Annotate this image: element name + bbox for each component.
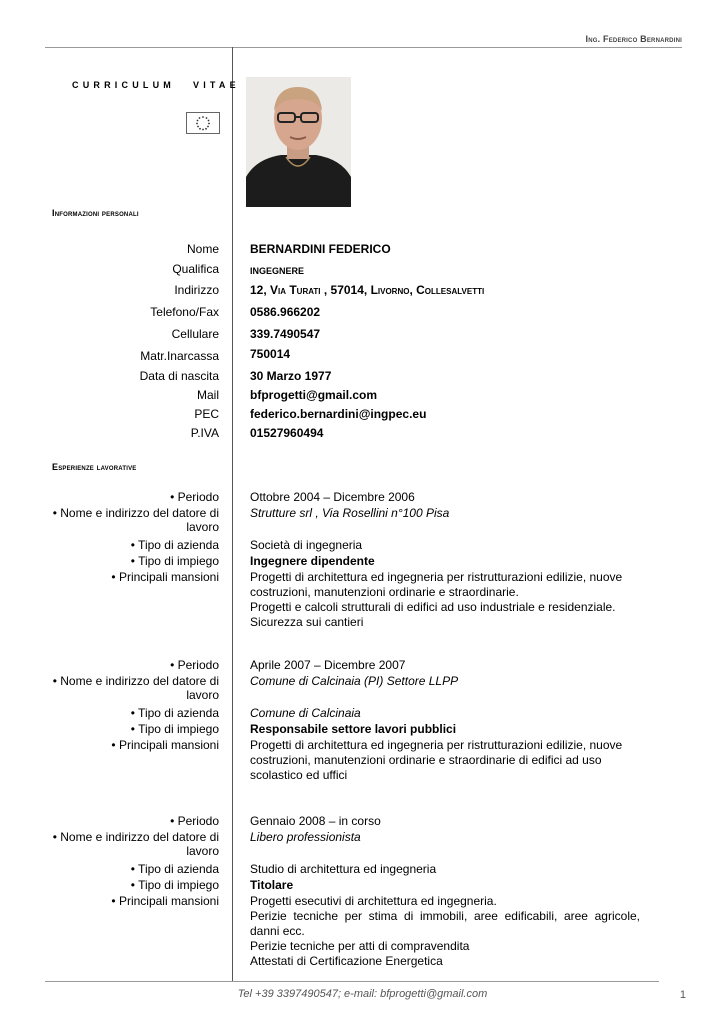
label-pec: PEC	[194, 407, 219, 421]
label-employer: • Nome e indirizzo del datore di lavoro	[52, 674, 219, 702]
value-qualifica: INGEGNERE	[250, 266, 305, 276]
job2-job-type: Responsabile settore lavori pubblici	[250, 722, 457, 736]
label-company-type: • Tipo di azienda	[130, 862, 219, 876]
header-divider	[45, 47, 682, 48]
label-mail: Mail	[196, 388, 219, 402]
job2-employer: Comune di Calcinaia (PI) Settore LLPP	[250, 674, 459, 688]
job2-duties	[250, 738, 640, 783]
value-mail[interactable]: bfprogetti@gmail.com	[250, 388, 378, 402]
job1-duty: Sicurezza sui cantieri	[250, 615, 364, 629]
label-inarcassa: Matr.Inarcassa	[140, 349, 219, 363]
cv-title-word1: CURRICULUM	[72, 80, 175, 90]
job3-duties	[250, 894, 640, 969]
job3-duty: Attestati di Certificazione Energetica	[250, 954, 443, 968]
job3-employer: Libero professionista	[250, 830, 361, 844]
value-inarcassa: 750014	[250, 347, 291, 361]
job1-duty: Progetti e calcoli strutturali di edifici ad uso industriale e residenziale.	[250, 600, 616, 614]
job1-employer: Strutture srl , Via Rosellini n°100 Pisa	[250, 506, 450, 520]
eu-flag-icon	[186, 112, 220, 134]
job3-job-type: Titolare	[250, 878, 294, 892]
value-pec[interactable]: federico.bernardini@ingpec.eu	[250, 407, 427, 421]
section-title-experience: Esperienze lavorative	[52, 462, 137, 472]
value-piva: 01527960494	[250, 426, 324, 440]
job2-period: Aprile 2007 – Dicembre 2007	[250, 658, 406, 672]
label-company-type: • Tipo di azienda	[130, 538, 219, 552]
value-indirizzo: 12, Via Turati , 57014, Livorno, Collesalvetti	[250, 283, 485, 297]
job1-duty: Progetti di architettura ed ingegneria per ristrutturazioni edilizie, nuove costruzioni, manutenzioni ordinarie e straordinarie.	[250, 570, 623, 599]
value-nome: BERNARDINI FEDERICO	[250, 242, 391, 256]
section-title-personal: Informazioni personali	[52, 208, 139, 218]
label-duties: • Principali mansioni	[111, 738, 219, 752]
label-period: • Periodo	[170, 490, 219, 504]
job1-job-type: Ingegnere dipendente	[250, 554, 375, 568]
label-qualifica: Qualifica	[172, 262, 219, 276]
label-data-nascita: Data di nascita	[139, 369, 219, 383]
column-divider	[232, 47, 233, 981]
page-number: 1	[679, 989, 686, 1001]
header-name: Ing. Federico Bernardini	[585, 34, 682, 44]
footer-divider	[45, 981, 659, 982]
job3-duty: Progetti esecutivi di architettura ed ingegneria.	[250, 894, 497, 908]
job2-duty: Progetti di architettura ed ingegneria per ristrutturazioni edilizie, nuove costruzioni, manutenzioni ordinarie e straordinarie di edifici ad uso scolastico ed uffici	[250, 738, 623, 782]
label-period: • Periodo	[170, 814, 219, 828]
label-duties: • Principali mansioni	[111, 570, 219, 584]
job3-period: Gennaio 2008 – in corso	[250, 814, 381, 828]
profile-photo	[246, 77, 351, 207]
value-cellulare: 339.7490547	[250, 327, 321, 341]
job1-duties	[250, 570, 640, 630]
label-job-type: • Tipo di impiego	[130, 878, 219, 892]
cv-title-word2: VITAE	[193, 80, 240, 90]
job1-period: Ottobre 2004 – Dicembre 2006	[250, 490, 415, 504]
label-job-type: • Tipo di impiego	[130, 722, 219, 736]
label-job-type: • Tipo di impiego	[130, 554, 219, 568]
label-employer: • Nome e indirizzo del datore di lavoro	[52, 830, 219, 858]
job3-duty: Perizie tecniche per stima di immobili, aree edificabili, aree agricole, danni ecc.	[250, 909, 640, 938]
label-employer: • Nome e indirizzo del datore di lavoro	[52, 506, 219, 534]
label-telefono: Telefono/Fax	[150, 305, 219, 319]
value-data-nascita: 30 Marzo 1977	[250, 369, 332, 383]
label-company-type: • Tipo di azienda	[130, 706, 219, 720]
label-duties: • Principali mansioni	[111, 894, 219, 908]
label-nome: Nome	[186, 242, 219, 256]
job2-company-type: Comune di Calcinaia	[250, 706, 361, 720]
job3-company-type: Studio di architettura ed ingegneria	[250, 862, 437, 876]
job1-company-type: Società di ingegneria	[250, 538, 363, 552]
label-cellulare: Cellulare	[171, 327, 219, 341]
label-period: • Periodo	[170, 658, 219, 672]
cv-title	[72, 80, 258, 90]
footer-contact: Tel +39 3397490547; e-mail: bfprogetti@gmail.com	[237, 988, 488, 1000]
label-indirizzo: Indirizzo	[174, 283, 219, 297]
label-piva: P.IVA	[190, 426, 219, 440]
value-telefono: 0586.966202	[250, 305, 321, 319]
job3-duty: Perizie tecniche per atti di compravendita	[250, 939, 470, 953]
